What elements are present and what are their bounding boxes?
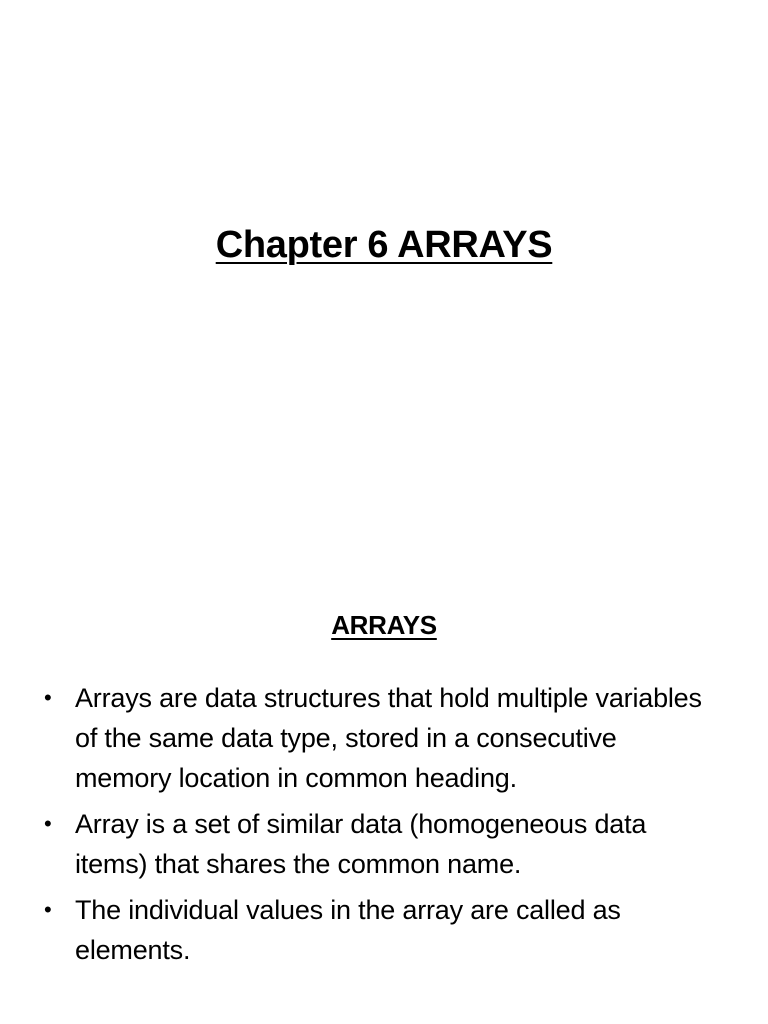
list-item bbox=[0, 804, 768, 884]
bullet-icon: • bbox=[44, 685, 52, 710]
slide-title: Chapter 6 ARRAYS bbox=[215, 224, 553, 266]
bullet-list bbox=[0, 678, 768, 976]
bullet-icon: • bbox=[44, 897, 52, 922]
section-heading: ARRAYS bbox=[331, 610, 437, 640]
bullet-text: Arrays are data structures that hold multiple variables of the same data type, stored in a consecutive memory location in common heading. bbox=[75, 683, 702, 793]
list-item bbox=[0, 678, 768, 798]
list-item bbox=[0, 890, 768, 970]
bullet-icon: • bbox=[44, 811, 52, 836]
bullet-text: Array is a set of similar data (homogeneous data items) that shares the common name. bbox=[75, 809, 647, 879]
bullet-text: The individual values in the array are called as elements. bbox=[75, 895, 621, 965]
